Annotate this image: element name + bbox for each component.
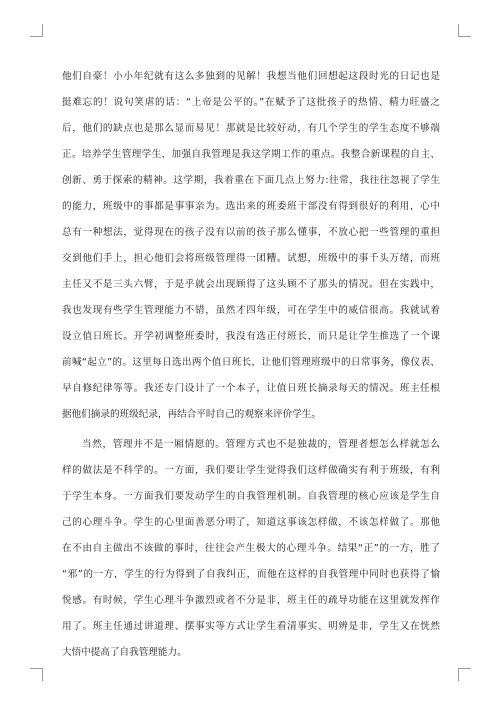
text-line: 我也发现有些学生管理能力不错，虽然才四年级，可在学生中的威信很高。我就试着 — [62, 305, 440, 316]
text-line: 挺难忘的！说句笑虐的话：“上帝是公平的。”在赋予了这批孩子的热情、精力旺盛之 — [62, 97, 440, 108]
crop-mark-bottom-right — [458, 668, 471, 681]
text-line: 在不由自主做出不该做的事时，往往会产生极大的心理斗争。结果“正”的一方，胜了 — [62, 543, 440, 554]
text-line: 于学生本身。一方面我们要发动学生的自我管理机制。自我管理的核心应该是学生自 — [62, 491, 440, 502]
text-line: “邪”的一方，学生的行为得到了自我纠正，而他在这样的自我管理中同时也获得了愉 — [62, 569, 440, 580]
text-line: 样的做法是不科学的。一方面，我们要让学生觉得我们这样做确实有利于班级，有利 — [62, 465, 440, 476]
paragraph-2 — [62, 432, 440, 666]
text-line: 用了。班主任通过讲道理、摆事实等方式让学生看清事实、明辨是非，学生又在恍然 — [62, 621, 440, 632]
text-line: 据他们摘录的班级纪录，再结合平时自己的观察来评价学生。 — [62, 409, 322, 420]
text-line: 的能力，班级中的事都是事事亲为。选出来的班委班干部没有得到很好的利用，心中 — [62, 201, 440, 212]
text-line: 设立值日班长。开学初调整班委时，我没有选正付班长，而只是让学生推选了一个课 — [62, 331, 440, 342]
text-line: 前喊“起立”的。这里每日选出两个值日班长，让他们管理班级中的日常事务，像仪表、 — [62, 357, 440, 368]
text-line: 他们自豪！小小年纪就有这么多独到的见解！我想当他们回想起这段时光的日记也是 — [62, 71, 440, 82]
text-line: 己的心理斗争。学生的心里面善恶分明了，知道这事该怎样做，不该怎样做了。那他 — [62, 517, 440, 528]
crop-mark-bottom-left — [30, 668, 43, 681]
text-line: 大悟中提高了自我管理能力。 — [62, 647, 187, 658]
text-line: 主任又不是三头六臂，于是乎就会出现顾得了这头顾不了那头的情况。但在实践中， — [62, 279, 440, 290]
text-line: 当然，管理并不是一厢情愿的。管理方式也不是独裁的，管理者想怎么样就怎么 — [82, 439, 440, 450]
text-line: 总有一种想法，觉得现在的孩子没有以前的孩子那么懂事，不放心把一些管理的重担 — [62, 227, 440, 238]
crop-mark-top-left — [30, 24, 43, 37]
text-line: 后，他们的缺点也是那么显而易见！那就是比较好动，有几个学生的学生态度不够端 — [62, 123, 440, 134]
text-line: 创新、勇于探索的精神。这学期，我着重在下面几点上努力:往常，我往往忽视了学生 — [62, 175, 440, 186]
text-line: 早自修纪律等等。我还专门设计了一个本子，让值日班长摘录每天的情况。班主任根 — [62, 383, 440, 394]
text-line: 悦感。有时候，学生心理斗争激烈或者不分是非，班主任的疏导功能在这里就发挥作 — [62, 595, 440, 606]
document-body — [62, 64, 440, 666]
text-line: 交到他们手上，担心他们会将班级管理得一团糟。试想，班级中的事千头万绪，而班 — [62, 253, 440, 264]
paragraph-1 — [62, 64, 440, 428]
crop-mark-top-right — [458, 24, 471, 37]
text-line: 正。培养学生管理学生，加强自我管理是我这学期工作的重点。我整合新课程的自主、 — [62, 149, 440, 160]
